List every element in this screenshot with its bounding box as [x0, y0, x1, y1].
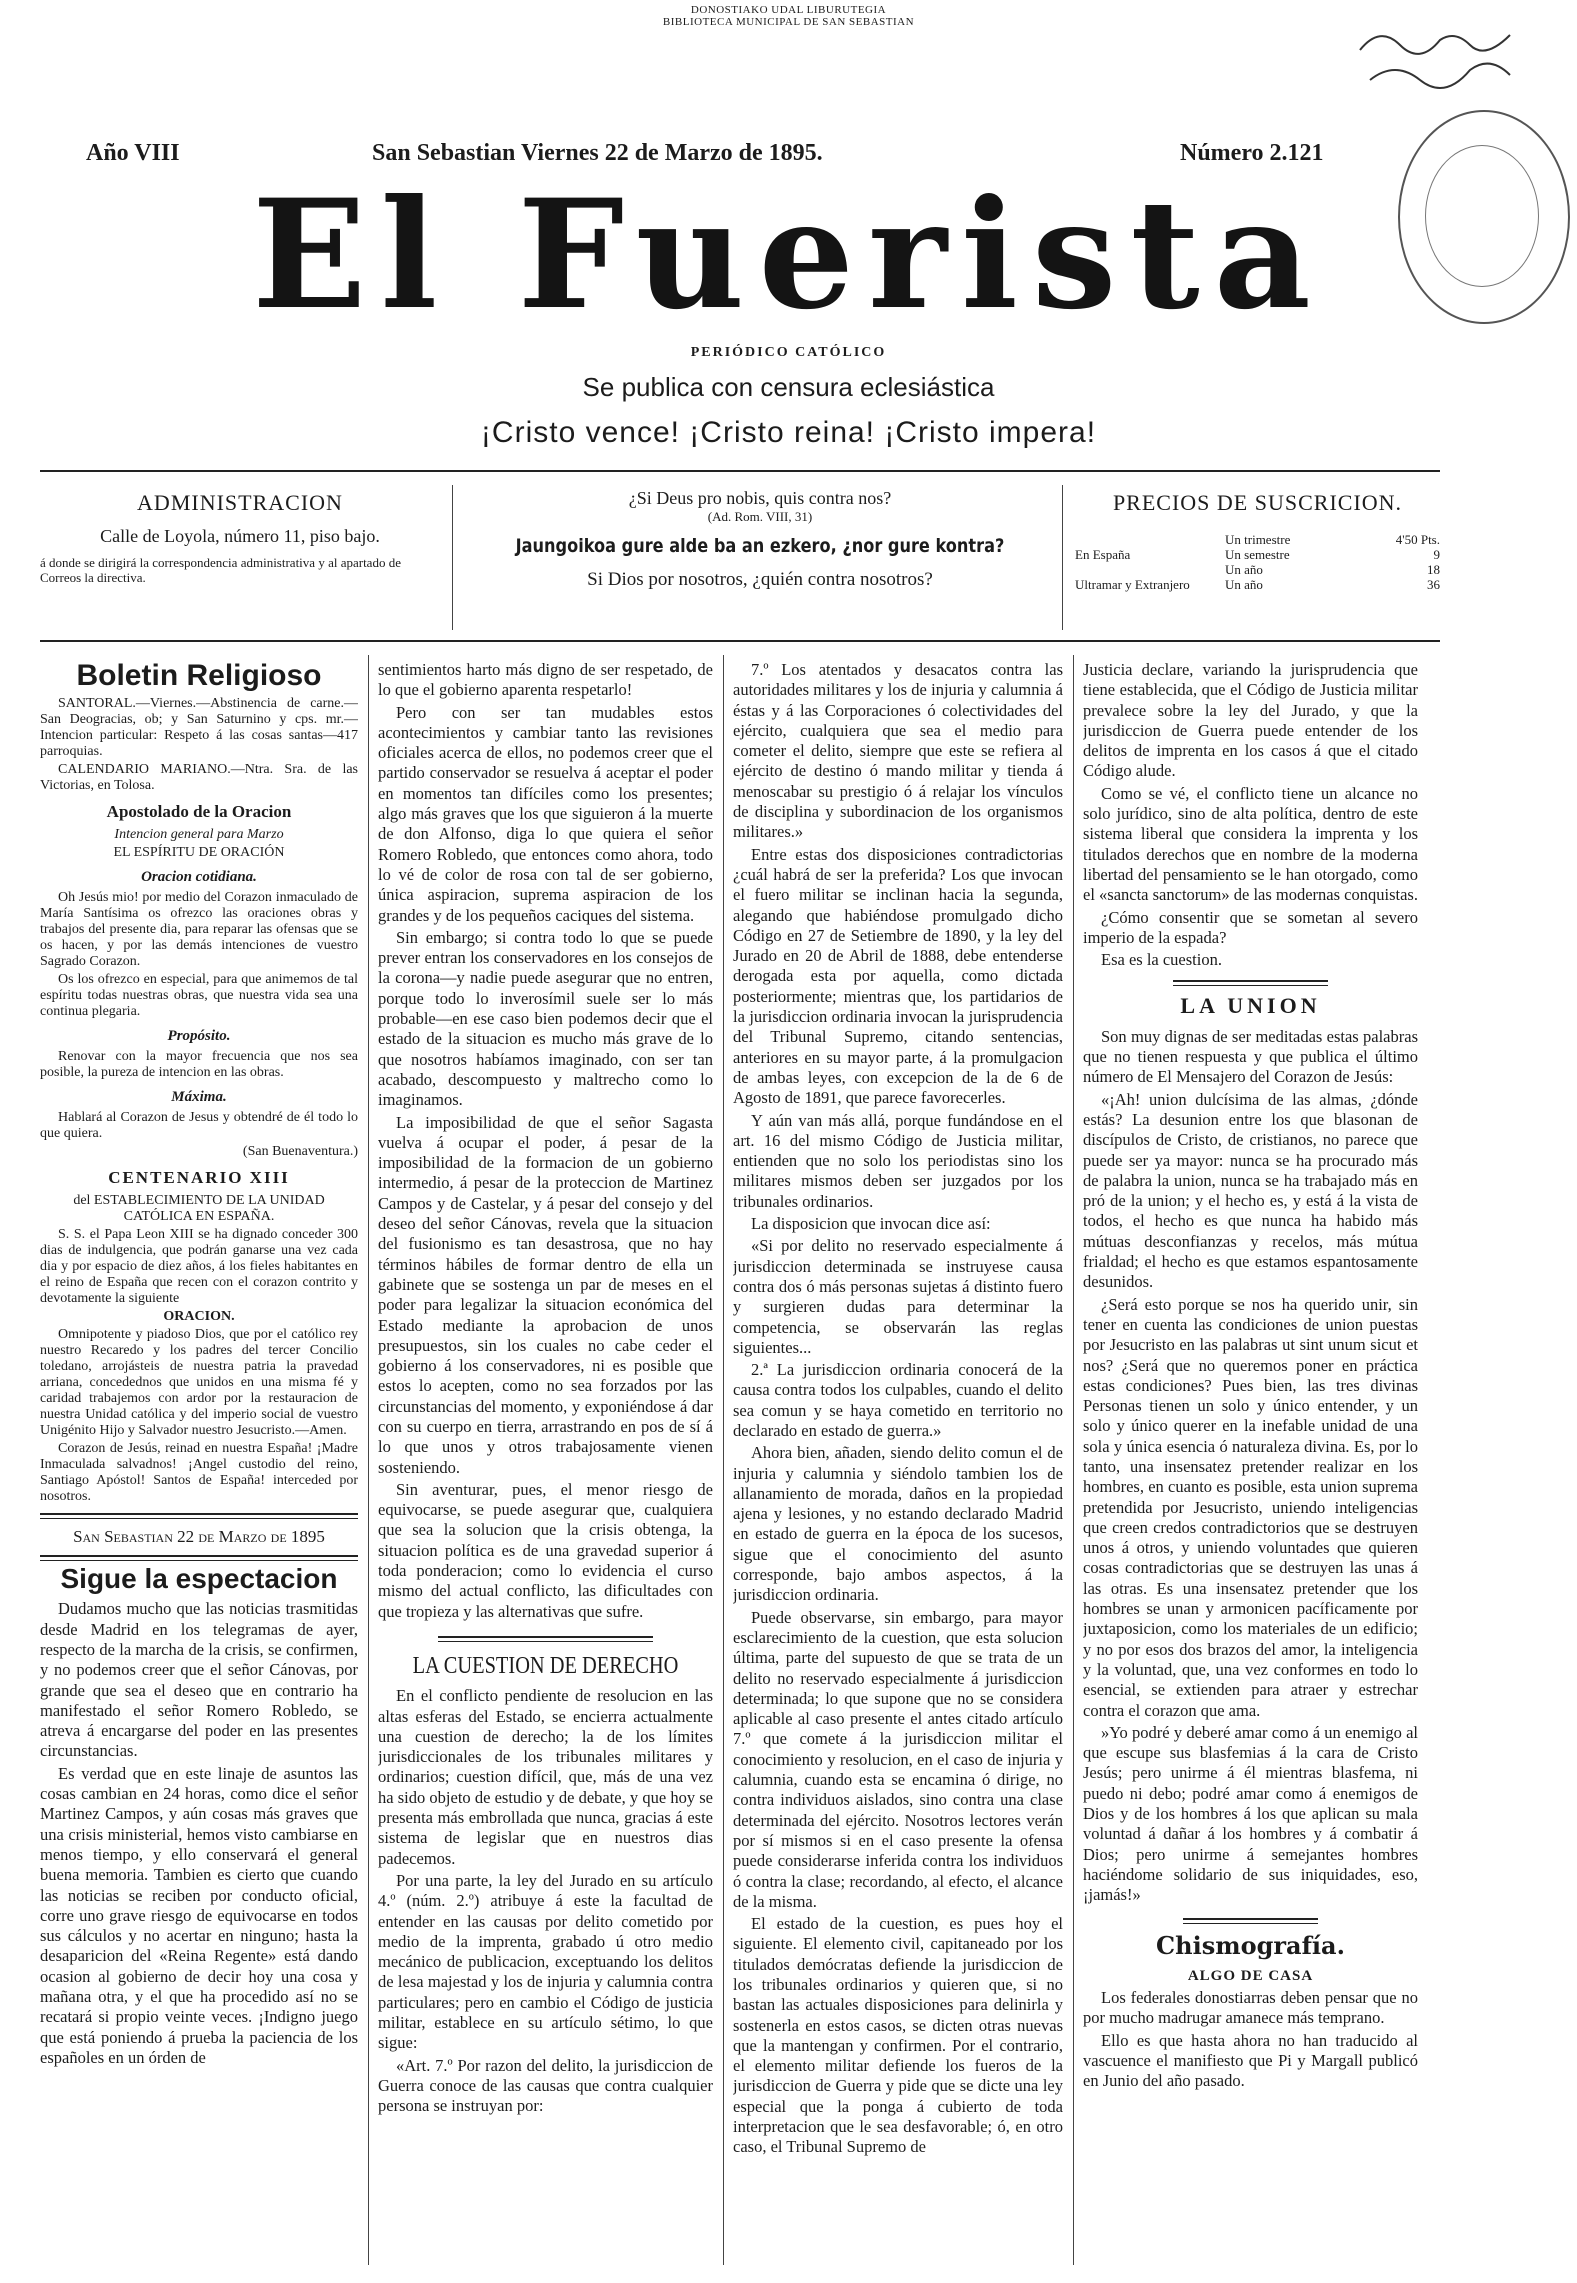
col4-p4: Esa es la cuestion. [1101, 950, 1222, 970]
price-row: Un año 36 [1225, 577, 1440, 592]
oracion-title: ORACION. [163, 1308, 235, 1324]
catholic-subtitle: PERIÓDICO CATÓLICO [690, 345, 887, 360]
col3-p8: Puede observarse, sin embargo, para mayor esclarecimiento de la cuestion, que esta solucion última, parte del supuesto de que se trata de un delito no reservado especialmente á jurisdiccion determinada; lo que supone que no se considera aplicable al caso presente el antes citado artículo 7.º que comete á la jurisdiccion militar el conocimiento y resolucion, en el caso de injuria y calumnia, cuando esta se encamina ó dirige, no contra individuos aislados, sino contra una clase determinada del ejército. Nosotros lectores verán por sí mismos si en el caso presente la ofensa puede considerarse inferida contra los individuos ó contra la clase; recordando, al efecto, el alcance de la misma. [733, 1607, 1063, 1911]
col2-p2: Pero con ser tan mudables estos acontecimientos y cambiar tanto las revisiones oficiales acerca de ellos, no podemos creer que el partido conservador se resuelva á aceptar el poder en momentos tan difíciles como los presentes; algo más graves que los que siguieron á la muerte de don Alfonso, diga lo que quiera el señor Romero Robledo, que entonces como ahora, todo lo vé de color de rosa con tal de ser gobierno, única aspiracion, suprema aspiracion de los grandes y de los pequeños caciques del sistema. [378, 702, 713, 925]
col2-p8: «Art. 7.º Por razon del delito, la jurisdiccion de Guerra conoce de las causas que contra cualquier persona se instruyan por: [378, 2055, 713, 2116]
col4-p6: «¡Ah! union dulcísima de las almas, ¿dónde estás? La desunion entre los que blasonan de discípulos de Cristo, de cristianos, no parece que puede ser ya mayor: nunca se ha procurado más de palabra la union, nunca se ha trabajado más en pró de la union; y el hecho es, y está á la vista de todos, el hecho es que nunca ha habido más mútuas desconfianzas y recelos, más mútua frialdad; el hecho es que estamos espantosamente desunidos. [1083, 1089, 1418, 1292]
apostolado-title: Apostolado de la Oracion [106, 802, 292, 822]
column-divider [723, 655, 724, 2265]
price-region-abroad: Ultramar y Extranjero [1075, 577, 1190, 592]
quote-spanish: Si Dios por nosotros, ¿quién contra nosotros? [587, 569, 933, 590]
column-2 [378, 660, 713, 2270]
oracion-cotidiana-title: Oracion cotidiana. [141, 868, 257, 885]
quote-box [470, 488, 1050, 591]
col2-p4: La imposibilidad de que el señor Sagasta vuelva á ocupar el poder, á pesar de la imposibilidad de la formacion de un gobierno intermedio, á pesar de la proteccion de Martinez Campos y de Castelar, y á pesar del consejo y del deseo del señor Cánovas, revela que la situacion del fusionismo es tan desastrosa, que no hay términos hábiles de formar dentro de ella un gabinete que se sostenga un par de meses en el poder para legalizar la situacion económica del Estado mediante la aprobacion de unos presupuestos, sin los cuales no cabe ceder el gobierno á los conservadores, ni es posible que estos lo acepten, como no sea forzados por las circunstancias del momento, y exponiéndose á dar con su cuerpo en tierra, arrastrando en pos de sí á lo que unos y otros trabajosamente vienen sosteniendo. [378, 1112, 713, 1477]
col2-p1: sentimientos harto más digno de ser respetado, de lo que el gobierno aparenta respetarlo! [378, 660, 713, 700]
admin-box [40, 490, 440, 585]
col4-p10: Ello es que hasta ahora no han traducido al vascuence el manifiesto que Pi y Margall publicó en Junio del año pasado. [1083, 2030, 1418, 2091]
col4-p7: ¿Será esto porque se nos ha querido unir, sin tener en cuenta las condiciones de union puestas por Jesucristo en las palabras ut sint unum sicut et nos? ¿Será que no queremos poner en práctica estas condiciones? Pues bien, las tres divinas Personas tienen un solo y único entender, y un solo y único querer en la inefable unidad de una sola y única esencia ó naturaleza divina. Es, por lo tanto, una insensatez pretender realizar en los hombres, en cuanto es posible, esta union suprema pretendida por Jesucristo, uniendo inteligencias que creen credos contradictorios que se destruyen unos á otros, y uniendo voluntades que quieren cosas contradictorias que se destruyen las unas á las otras. Es una insensatez pretender que los hombres se unan y armonicen pacíficamente por juxtaposicion, como los materiales de un edificio; y no por esos dos brazos del amor, la inteligencia y la voluntad, que, una vez conformes en todo lo esencial, se extienden para atraer y estrechar contra el corazon que ama. [1083, 1294, 1418, 1720]
proposito: Renovar con la mayor frecuencia que nos sea posible, la pureza de intencion en las obras. [40, 1049, 358, 1081]
quote-basque: Jaungoikoa gure alde ba an ezkero, ¿nor gure kontra? [515, 535, 1005, 557]
handwritten-signature-icon [1340, 10, 1560, 100]
censorship-note: Se publica con censura eclesiástica [582, 372, 995, 402]
issue-number: Número 2.121 [1180, 140, 1324, 166]
oracion-text-2: Os los ofrezco en especial, para que animemos de tal espíritu todas nuestras obras, que nuestra vida sea una continua plegaria. [40, 971, 358, 1019]
admin-note: á donde se dirigirá la correspondencia administrativa y al apartado de Correos la directiva. [40, 555, 401, 585]
col3-p6: 2.ª La jurisdiccion ordinaria conocerá de la causa contra todos los culpables, cuando el delito sea comun y se haya cometido en territorio no declarado en estado de guerra.» [733, 1360, 1063, 1440]
issue-year: Año VIII [86, 140, 180, 166]
col4-p3: ¿Cómo consentir que se sometan al severo imperio de la espada? [1083, 907, 1418, 947]
centenario-sub: del ESTABLECIMIENTO DE LA UNIDAD CATÓLICA EN ESPAÑA. [73, 1192, 325, 1224]
santoral: SANTORAL.—Viernes.—Abstinencia de carne.—San Deogracias, ob; y San Saturnino y cps. mr.—Intencion particular: Respeto á las cosas santas—417 parroquias. [40, 696, 358, 760]
col4-p5: Son muy dignas de ser meditadas estas palabras que no tienen respuesta y que publica el último número de El Mensajero del Corazon de Jesús: [1083, 1026, 1418, 1087]
quote-ref: (Ad. Rom. VIII, 31) [707, 509, 813, 524]
column-divider [1073, 655, 1074, 2265]
calendario: CALENDARIO MARIANO.—Ntra. Sra. de las Victorias, en Tolosa. [40, 762, 358, 794]
divider [452, 485, 453, 630]
section-divider [40, 1555, 358, 1561]
proposito-title: Propósito. [167, 1027, 231, 1044]
col4-p9: Los federales donostiarras deben pensar que no por mucho madrugar amanece más temprano. [1083, 1988, 1418, 2028]
apostolado-sub2: EL ESPÍRITU DE ORACIÓN [113, 844, 285, 860]
archive-line-1: DONOSTIAKO UDAL LIBURUTEGIA [690, 4, 887, 16]
divider [1062, 485, 1063, 630]
admin-title: ADMINISTRACION [137, 490, 343, 515]
price-row: Un semestre 9 [1225, 547, 1440, 562]
price-row: Un año 18 [1225, 562, 1440, 577]
newspaper-title: El Fuerista [252, 167, 1325, 343]
maxima: Hablará al Corazon de Jesus y obtendré de él todo lo que quiera. [40, 1110, 358, 1142]
col2-p5: Sin aventurar, pues, el menor riesgo de equivocarse, se puede asegurar que, cualquiera que sea la solucion que la crisis obtenga, la situacion política es de una gravedad superior á toda ponderacion; como lo evidencia el curso mismo del actual conflicto, las dificultades con que tropieza y las alternativas que sufre. [378, 1479, 713, 1621]
admin-address: Calle de Loyola, número 11, piso bajo. [100, 526, 380, 546]
col3-p2: Entre estas dos disposiciones contradictorias ¿cuál habrá de ser la preferida? Los que invocan el fuero militar se inclinan hacia la segunda, alegando que habiéndose promulgado dicho Código en 27 de Setiembre de 1890, y la ley del Jurado en 20 de Abril de 1888, debe entenderse derogada esta por aquella, como dictada posteriormente; mientras que, los partidarios de la jurisdiccion ordinaria invocan la jurisprudencia del Tribunal Supremo, citando sentencias, anteriores en su mayor parte, á la promulgacion de ambas leyes, con excepcion de la de 6 de Agosto de 1891, que parece favorecerles. [733, 844, 1063, 1108]
header-bottom-rule [40, 640, 1440, 642]
column-1 [40, 660, 358, 2270]
column-divider [368, 655, 369, 2265]
espectacion-p1: Dudamos mucho que las noticias trasmitidas desde Madrid en los telegramas de ayer, respecto de la marcha de la crisis, se confirmen, y no podemos creer que el señor Cánovas, por grande que sea el deseo que en contrario ha manifestado el señor Romero Robledo, se atreva á encargarse del poder en las presentes circunstancias. [40, 1599, 358, 1761]
apostolado-sub: Intencion general para Marzo [114, 826, 284, 842]
centenario-title: CENTENARIO XIII [108, 1168, 290, 1188]
dateline: San Sebastian 22 de Marzo de 1895 [73, 1526, 325, 1546]
column-4 [1083, 660, 1418, 2270]
header-rule [40, 470, 1440, 472]
espectacion-p2: Es verdad que en este linaje de asuntos las cosas cambian en 24 horas, como dice el señor Martinez Campos, y aún cosas más graves que una crisis ministerial, hemos visto cambiarse en menos tiempo, y ello conservará el general buena memoria. Tambien es cierto que cuando las noticias se reciben por conducto oficial, corre uno grave riesgo de equivocarse en todos sus cálculos y no acertar en ninguno; hasta la desaparicion del «Reina Regente» está dando ocasion al gobierno de decir hoy una cosa y mañana otra, y el que ha procedido así no se recatará si propio veinte veces. ¡Indigno juego que está poniendo á prueba la paciencia de los españoles en un órden de [40, 1763, 358, 2067]
col3-p5: «Si por delito no reservado especialmente á jurisdiccion determinada se instruyese causa contra dos ó más personas sujetas á distinto fuero y surgieren dudas para determinar la competencia, se observarán las reglas siguientes... [733, 1236, 1063, 1357]
price-box [1075, 490, 1440, 592]
boletin-title: Boletin Religioso [76, 660, 322, 692]
col2-p3: Sin embargo; si contra todo lo que se puede prever entran los conservadores en los consejos de la corona—y nadie puede asegurar que no entren, porque todo lo inverosímil suele ser lo más probable—en ese caso bien podemos decir que el estado de la situacion es mucho más grave de lo que nosotros habíamos imaginado, con ser tan acabado, descompuesto y maltrecho como lo imaginamos. [378, 927, 713, 1110]
oracion-text-1: Oh Jesús mio! por medio del Corazon inmaculado de María Santísima os ofrezco las oraciones obras y trabajos del presente dia, para reparar las ofensas que se os hacen, y por las demás intenciones de vuestro Sagrado Corazon. [40, 889, 358, 969]
motto: ¡Cristo vence! ¡Cristo reina! ¡Cristo impera! [480, 416, 1097, 449]
chismografia-title: Chismografía. [1156, 1930, 1345, 1960]
espectacion-title: Sigue la espectacion [60, 1563, 338, 1595]
oracion-long: Omnipotente y piadoso Dios, que por el católico rey nuestro Recaredo y los padres del tercer Concilio toledano, arrojásteis de nuestra patria la pravedad arriana, concedednos que unidos en una misma fé y caridad trabajemos con ardor por la restauracion de nuestra Unidad católica y del imperio social de vuestro Unigénito Hijo y Salvador nuestro Jesucristo.—Amen. [40, 1326, 358, 1438]
section-divider [1183, 1918, 1318, 1924]
price-region-spain: En España [1075, 547, 1131, 562]
col2-p6: En el conflicto pendiente de resolucion en las altas esferas del Estado, se encierra actualmente una cuestion de derecho; la de los límites jurisdiccionales de los tribunales militares y ordinarios; cuestion difícil, que, más de una vez ha sido objeto de estudio y de debate, y que hoy se presenta más embrollada que nunca, gracias á este sistema de legislar que en nuestros dias padecemos. [378, 1686, 713, 1868]
col3-p9: El estado de la cuestion, es pues hoy el siguiente. El elemento civil, capitaneado por los titulados demócratas defiende la jurisdiccion de los tribunales ordinarios y quieren que, si no bastan las actuales disposiciones para delinirla y sostenerla en estos casos, se dicten otras nuevas que la mantengan y confirmen. Por el contrario, el elemento militar defiende los fueros de la jurisdiccion de Guerra y pide que se dicte una ley especial que la ponga á cubierto de toda interpretacion que le sea desfavorable; ó, en otro caso, el Tribunal Supremo de [733, 1914, 1063, 2157]
section-divider [1173, 980, 1328, 986]
col2-p7: Por una parte, la ley del Jurado en su artículo 4.º (núm. 2.º) atribuye á este la facultad de entender en las causas por delito cometido por medio de la imprenta, grabado ú otro medio mecánico de publicacion, exceptuando los delitos de lesa majestad y los de injuria y calumnia contra particulares; pero en cambio el Código de justicia militar, establece en su artículo sétimo, lo que sigue: [378, 1870, 713, 2053]
column-3 [733, 660, 1063, 2270]
maxima-source: (San Buenaventura.) [242, 1144, 358, 1160]
price-row: Un trimestre 4'50 Pts. [1225, 532, 1440, 547]
col3-p7: Ahora bien, añaden, siendo delito comun el de injuria y calumnia y siéndolo tambien los de allanamiento de morada, daños en la propiedad ajena y lesiones, y no estando declarado Madrid en estado de guerra en la época de los sucesos, sigue que el conocimiento del asunto corresponde, bajo ambos aspectos, á la jurisdiccion ordinaria. [733, 1443, 1063, 1605]
section-divider [438, 1636, 653, 1642]
col4-p1: Justicia declare, variando la jurisprudencia que tiene establecida, que el Código de Justicia militar prevalece sobre la ley del Jurado, y que la jurisdiccion de Guerra puede entender de los delitos de imprenta en los casos á que el citado Código alude. [1083, 660, 1418, 781]
centenario-text: S. S. el Papa Leon XIII se ha dignado conceder 300 dias de indulgencia, que podrán ganarse una vez cada dia y por espacio de diez años, á los fieles habitantes en el reino de España que recen con el corazon contrito y devotamente la siguiente [40, 1226, 358, 1306]
cuestion-title: LA CUESTION DE DERECHO [412, 1652, 679, 1679]
quote-latin: ¿Si Deus pro nobis, quis contra nos? [628, 488, 892, 508]
union-title: LA UNION [1180, 993, 1321, 1019]
col3-p4: La disposicion que invocan dice así: [751, 1214, 991, 1234]
section-divider [40, 1513, 358, 1519]
col4-p8: »Yo podré y deberé amar como á un enemigo al que escupe sus blasfemias á la cara de Cristo Jesús; pero unirme á él mientras blasfema, ni puedo ni debo; podré amar como á enemigos de Dios y de los hombres á los que aplican su mala voluntad á dañar á los hombres y á combatir á Dios; pero unirme á semejantes hombres haciéndome solidario de sus iniquidades, eso, ¡jamás!» [1083, 1722, 1418, 1905]
algo-de-casa-title: ALGO DE CASA [1187, 1967, 1314, 1984]
col4-p2: Como se vé, el conflicto tiene un alcance no solo jurídico, sino de alta política, dentro de este sistema liberal que considera la imprenta y los titulados derechos que en nombre de la moderna libertad del pensamiento se le han otorgado, como el «sancta sanctorum» de las modernas conquistas. [1083, 783, 1418, 905]
price-title: PRECIOS DE SUSCRICION. [1112, 490, 1403, 515]
archive-line-2: BIBLIOTECA MUNICIPAL DE SAN SEBASTIAN [662, 16, 915, 28]
issue-date: San Sebastian Viernes 22 de Marzo de 1895. [372, 140, 823, 166]
oracion-end: Corazon de Jesús, reinad en nuestra España! ¡Madre Inmaculada salvadnos! ¡Angel custodio del reino, Santiago Apóstol! Santos de España! interceded por nosotros. [40, 1440, 358, 1504]
maxima-title: Máxima. [171, 1089, 227, 1106]
col3-p1: 7.º Los atentados y desacatos contra las autoridades militares y los de injuria y calumnia á éstas y á las Corporaciones ó colectividades del ejército, cualquiera que sea el medio para cometer el delito, siempre que este se refiera al ejército de destino ó mando militar y tienda á menoscabar su prestigio ó á relajar los vínculos de disciplina y subordinacion de los organismos militares.» [733, 660, 1063, 842]
col3-p3: Y aún van más allá, porque fundándose en el art. 16 del mismo Código de Justicia militar, entienden que no solo los periodistas sino los militares mismos deben ser juzgados por los tribunales ordinarios. [733, 1110, 1063, 1211]
